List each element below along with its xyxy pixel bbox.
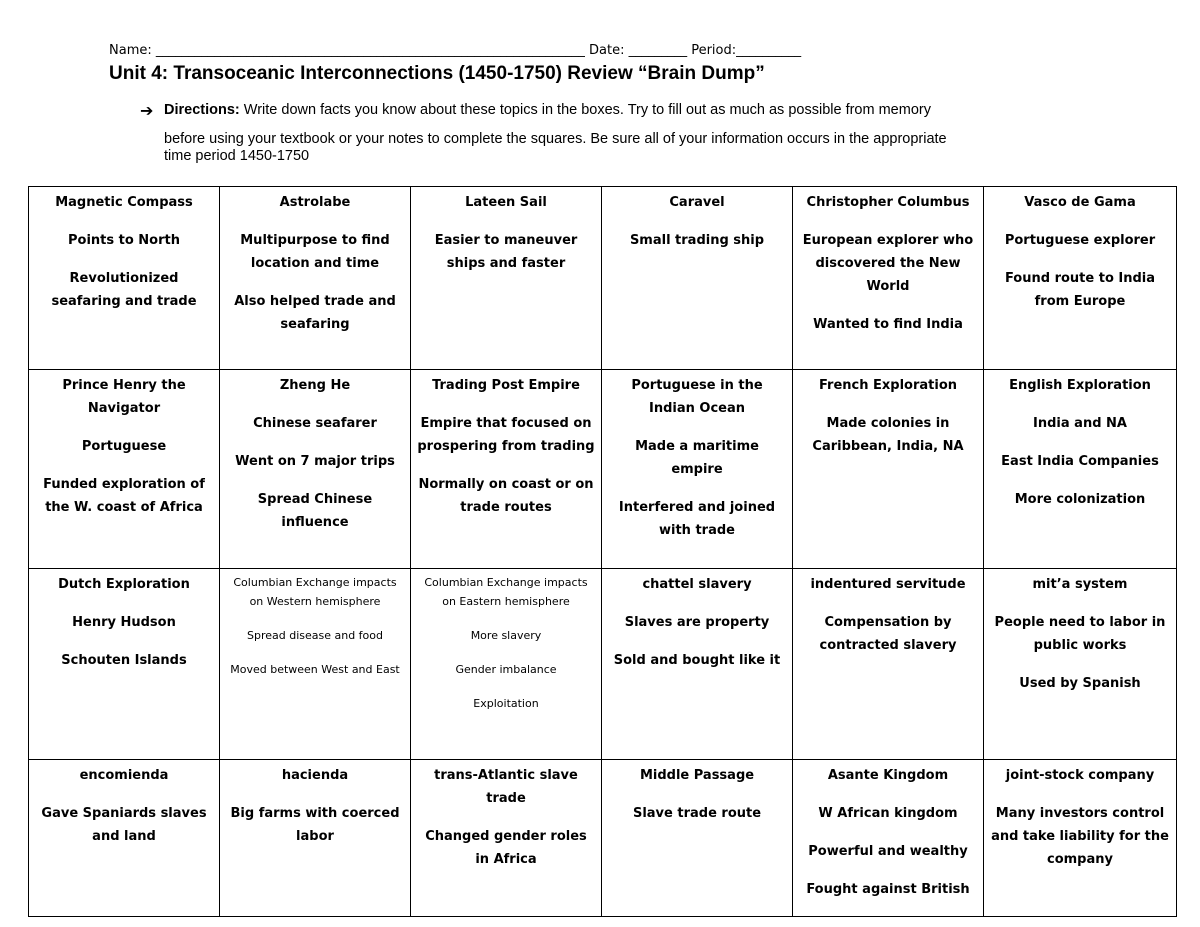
- topic-cell: [984, 760, 1177, 917]
- topic-title: Columbian Exchange impacts on Western hemisphere: [233, 576, 397, 608]
- topic-fact: Used by Spanish: [1019, 676, 1141, 691]
- directions-label: Directions:: [164, 102, 240, 118]
- topic-cell: [220, 569, 411, 760]
- topic-cell: [29, 370, 220, 569]
- grid-row: [29, 569, 1177, 760]
- topic-fact: European explorer who discovered the New World: [802, 233, 974, 294]
- topic-title: Dutch Exploration: [58, 577, 190, 592]
- topic-title: Caravel: [669, 195, 725, 210]
- topic-title: hacienda: [281, 768, 349, 783]
- page-title: Unit 4: Transoceanic Interconnections (1450-1750) Review “Brain Dump”: [109, 63, 765, 84]
- topic-cell: [984, 569, 1177, 760]
- topic-fact: Compensation by contracted slavery: [819, 615, 957, 653]
- topic-fact: Slave trade route: [632, 806, 762, 821]
- topic-cell: [29, 569, 220, 760]
- topic-fact: Easier to maneuver ships and faster: [434, 233, 578, 271]
- topic-fact: Points to North: [67, 233, 180, 248]
- topic-fact: Went on 7 major trips: [235, 454, 395, 469]
- topic-fact: Spread disease and food: [246, 629, 383, 642]
- topic-fact: Slaves are property: [624, 615, 770, 630]
- directions-line-1: [164, 102, 1084, 131]
- topic-cell: [411, 370, 602, 569]
- topic-title: Middle Passage: [639, 768, 755, 783]
- topic-title: Vasco de Gama: [1024, 195, 1136, 210]
- topic-fact: Henry Hudson: [72, 615, 176, 630]
- topic-fact: Sold and bought like it: [613, 653, 781, 668]
- topic-title: chattel slavery: [642, 577, 752, 592]
- topic-fact: More slavery: [470, 629, 542, 642]
- topic-fact: Fought against British: [806, 882, 970, 897]
- directions-line-2: before using your textbook or your notes to complete the squares. Be sure all of your information occurs in the appropriate: [164, 131, 947, 147]
- topic-title: trans-Atlantic slave trade: [434, 768, 578, 806]
- topic-cell: [411, 760, 602, 917]
- topic-fact: Multipurpose to find location and time: [240, 233, 390, 271]
- topic-fact: Small trading ship: [629, 233, 765, 248]
- topic-fact: Moved between West and East: [230, 663, 400, 676]
- topic-title: Trading Post Empire: [432, 378, 580, 393]
- grid-row: [29, 370, 1177, 569]
- topic-title: Christopher Columbus: [806, 195, 970, 210]
- topic-fact: Empire that focused on prospering from trading: [417, 416, 595, 454]
- topic-cell: [220, 187, 411, 370]
- topic-title: Asante Kingdom: [827, 768, 949, 783]
- topic-fact: Gender imbalance: [455, 663, 557, 676]
- topic-cell: [793, 187, 984, 370]
- grid-row: [29, 760, 1177, 917]
- topic-title: Prince Henry the Navigator: [62, 378, 186, 416]
- topic-fact: Powerful and wealthy: [808, 844, 968, 859]
- topic-fact: Made colonies in Caribbean, India, NA: [812, 416, 964, 454]
- topic-fact: Revolutionized seafaring and trade: [51, 271, 197, 309]
- topic-fact: Made a maritime empire: [635, 439, 759, 477]
- topic-title: encomienda: [79, 768, 169, 783]
- topic-title: French Exploration: [818, 378, 958, 393]
- topic-cell: [220, 370, 411, 569]
- topic-fact: Interfered and joined with trade: [618, 500, 776, 538]
- topic-title: Columbian Exchange impacts on Eastern hemisphere: [424, 576, 588, 608]
- topic-fact: Wanted to find India: [813, 317, 963, 332]
- topic-cell: [602, 370, 793, 569]
- directions: [164, 102, 1084, 166]
- grid-row: [29, 187, 1177, 370]
- topic-cell: [984, 370, 1177, 569]
- topic-fact: Chinese seafarer: [253, 416, 377, 431]
- topic-fact: East India Companies: [1001, 454, 1159, 469]
- brain-dump-grid: [28, 186, 1177, 917]
- topic-cell: [793, 569, 984, 760]
- topic-title: Portuguese in the Indian Ocean: [631, 378, 763, 416]
- topic-fact: Spread Chinese influence: [257, 492, 373, 530]
- topic-title: Lateen Sail: [465, 195, 547, 210]
- topic-fact: Changed gender roles in Africa: [425, 829, 587, 867]
- topic-cell: [411, 187, 602, 370]
- topic-fact: Also helped trade and seafaring: [234, 294, 396, 332]
- topic-cell: [793, 370, 984, 569]
- topic-fact: Normally on coast or on trade routes: [418, 477, 594, 515]
- topic-title: indentured servitude: [810, 577, 966, 592]
- directions-text-1: Write down facts you know about these topics in the boxes. Try to fill out as much as possible from memory: [243, 102, 931, 118]
- topic-cell: [411, 569, 602, 760]
- topic-fact: Portuguese explorer: [1004, 233, 1156, 248]
- topic-cell: [29, 760, 220, 917]
- topic-cell: [220, 760, 411, 917]
- topic-title: Astrolabe: [279, 195, 351, 210]
- topic-cell: [29, 187, 220, 370]
- topic-fact: Exploitation: [473, 697, 539, 710]
- topic-fact: Portuguese: [81, 439, 167, 454]
- topic-fact: Found route to India from Europe: [1004, 271, 1156, 309]
- topic-fact: Funded exploration of the W. coast of Africa: [43, 477, 205, 515]
- arrow-bullet-icon: ➔: [140, 101, 154, 120]
- topic-cell: [793, 760, 984, 917]
- topic-fact: Many investors control and take liability for the company: [991, 806, 1169, 867]
- directions-line-3: time period 1450-1750: [164, 148, 310, 165]
- topic-title: joint-stock company: [1005, 768, 1155, 783]
- topic-fact: Gave Spaniards slaves and land: [41, 806, 207, 844]
- name-date-period-line: Name: __________________________________________________________________ Date: _________ Period:__________: [109, 43, 802, 58]
- topic-cell: [984, 187, 1177, 370]
- topic-cell: [602, 187, 793, 370]
- topic-cell: [602, 760, 793, 917]
- topic-title: mit’a system: [1032, 577, 1128, 592]
- topic-fact: W African kingdom: [818, 806, 958, 821]
- topic-fact: India and NA: [1033, 416, 1127, 431]
- topic-fact: People need to labor in public works: [994, 615, 1166, 653]
- topic-title: English Exploration: [1009, 378, 1151, 393]
- topic-title: Magnetic Compass: [55, 195, 193, 210]
- topic-fact: Schouten Islands: [61, 653, 187, 668]
- topic-cell: [602, 569, 793, 760]
- topic-title: Zheng He: [279, 378, 351, 393]
- topic-fact: More colonization: [1014, 492, 1146, 507]
- topic-fact: Big farms with coerced labor: [230, 806, 400, 844]
